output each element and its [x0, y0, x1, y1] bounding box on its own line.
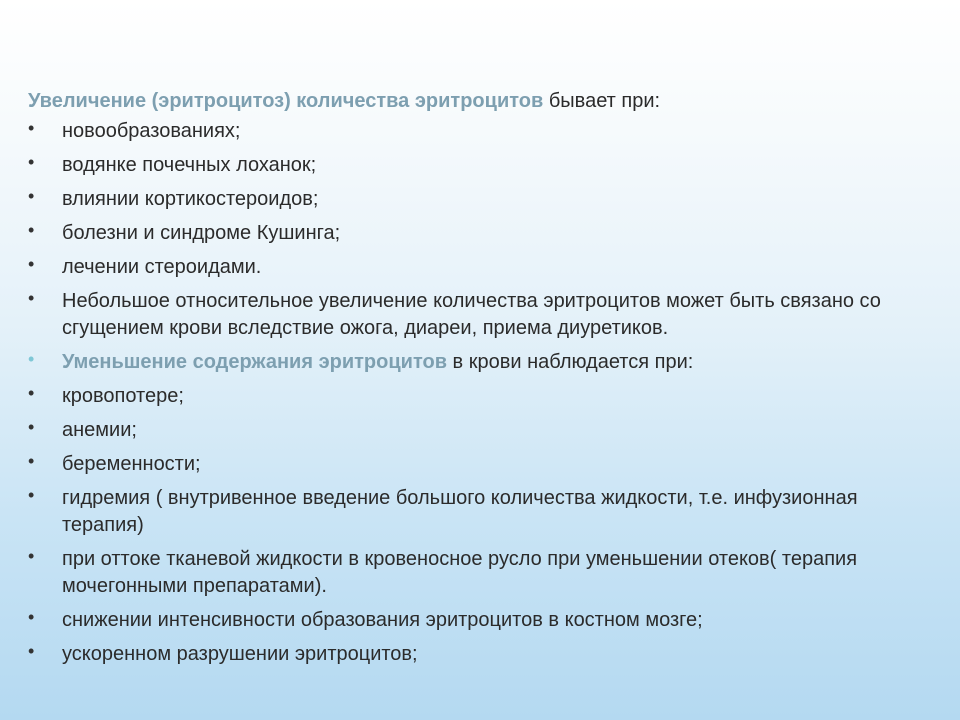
intro-line	[28, 86, 938, 116]
decrease-heading-rest: в крови наблюдается при:	[447, 351, 694, 373]
list-item-text: лечении стероидами.	[62, 256, 262, 278]
list-item-text: новообразованиях;	[62, 120, 241, 142]
bullet-icon: •	[28, 383, 35, 403]
bullet-icon: •	[28, 118, 35, 138]
bullet-icon: •	[28, 152, 35, 172]
list-item	[28, 451, 938, 478]
list-item-text: Небольшое относительное увеличение количества эритроцитов может быть связано со сгущением крови вследствие ожога, диареи, приема диуретиков.	[62, 290, 881, 339]
intro-rest: бывает при:	[543, 90, 661, 112]
list-item-text: ускоренном разрушении эритроцитов;	[62, 643, 418, 665]
bullet-icon: •	[28, 288, 35, 308]
list-item-text: гидремия ( внутривенное введение большого количества жидкости, т.е. инфузионная терапия)	[62, 487, 858, 536]
bullet-icon: •	[28, 417, 35, 437]
bullet-icon: •	[28, 220, 35, 240]
list-item	[28, 288, 938, 342]
list-item-text: влиянии кортикостероидов;	[62, 188, 319, 210]
list-item	[28, 254, 938, 281]
bullet-icon: •	[28, 254, 35, 274]
slide-content	[28, 86, 938, 675]
decrease-heading	[28, 349, 938, 376]
bullet-icon: •	[28, 186, 35, 206]
bullet-list	[28, 118, 938, 668]
intro-accent: Увеличение (эритроцитоз) количества эритроцитов	[28, 90, 544, 112]
bullet-icon: •	[28, 485, 35, 505]
list-item	[28, 383, 938, 410]
list-item	[28, 641, 938, 668]
teal-bullet-icon: •	[28, 349, 35, 369]
list-item	[28, 417, 938, 444]
decrease-heading-accent: Уменьшение содержания эритроцитов	[62, 351, 447, 373]
list-item	[28, 485, 938, 539]
list-item	[28, 152, 938, 179]
list-item-text: болезни и синдроме Кушинга;	[62, 222, 341, 244]
list-item	[28, 220, 938, 247]
list-item	[28, 118, 938, 145]
list-item-text: снижении интенсивности образования эритроцитов в костном мозге;	[62, 609, 703, 631]
list-item-text: беременности;	[62, 453, 201, 475]
list-item	[28, 186, 938, 213]
bullet-icon: •	[28, 451, 35, 471]
list-item	[28, 607, 938, 634]
list-item-text: кровопотере;	[62, 385, 184, 407]
bullet-icon: •	[28, 607, 35, 627]
list-item-text: анемии;	[62, 419, 137, 441]
list-item-text: водянке почечных лоханок;	[62, 154, 317, 176]
bullet-icon: •	[28, 546, 35, 566]
list-item	[28, 546, 938, 600]
list-item-text: при оттоке тканевой жидкости в кровеносное русло при уменьшении отеков( терапия мочегонными препаратами).	[62, 548, 858, 597]
bullet-icon: •	[28, 641, 35, 661]
